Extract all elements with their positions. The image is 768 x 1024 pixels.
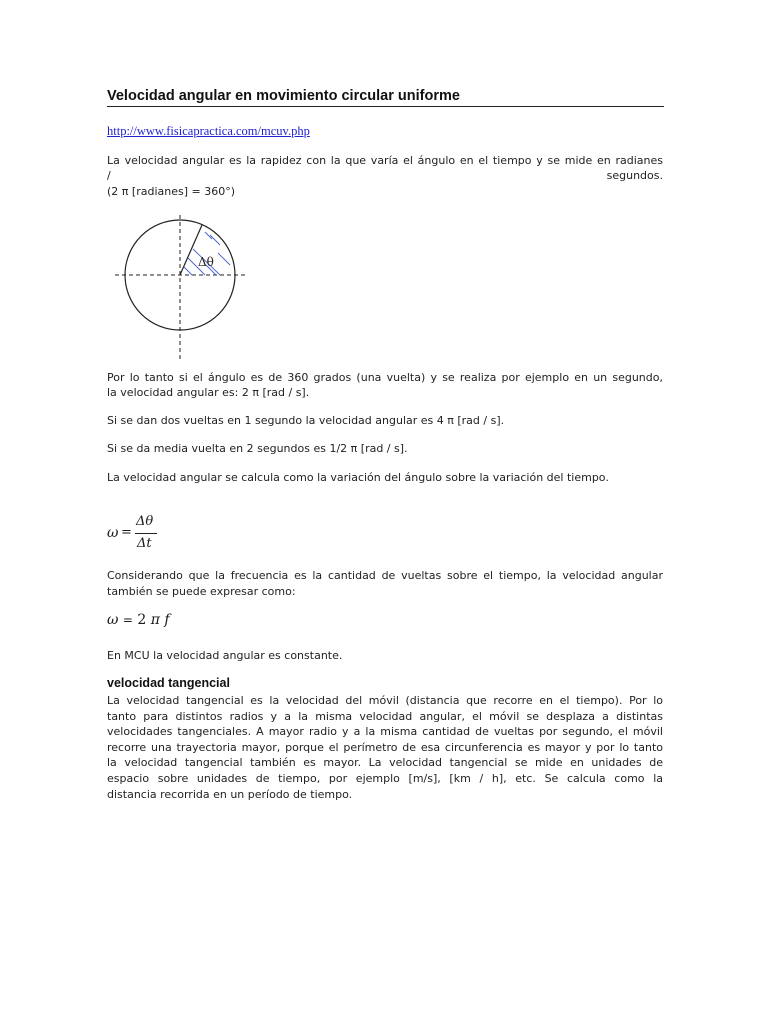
angular-velocity-formula xyxy=(107,511,167,556)
source-link[interactable]: http://www.fisicapractica.com/mcuv.php xyxy=(107,124,310,138)
p1-line-2: la velocidad angular es: 2 π [rad / s]. xyxy=(107,386,310,399)
formula-numerator: Δθ xyxy=(136,514,154,529)
tangential-line-2: tanto para distintos radios y a la misma velocidad angular, el móvil se desplaza a distintas xyxy=(107,709,663,723)
tangential-line-6: espacio sobre unidades de tiempo, por ejemplo [m/s], [km / h], etc. Se calcula como la xyxy=(107,771,663,785)
equals-sign: = xyxy=(121,525,132,540)
title-underline-divider xyxy=(107,106,664,107)
p1-line-1: Por lo tanto si el ángulo es de 360 grados (una vuelta) y se realiza por ejemplo en un segundo, xyxy=(107,371,663,384)
omega-symbol: ω xyxy=(107,525,119,541)
pi-symbol: π xyxy=(150,612,160,628)
intro-line-3: (2 π [radianes] = 360°) xyxy=(107,185,235,198)
intro-line-2-right: segundos. xyxy=(606,169,663,182)
tangential-line-3: velocidades tangenciales. A mayor radio y a la misma cantidad de vueltas por segundo, el móvil xyxy=(107,725,663,739)
p5-line-1: Considerando que la frecuencia es la cantidad de vueltas sobre el tiempo, la velocidad angular xyxy=(107,569,663,582)
tangential-line-7: distancia recorrida en un período de tiempo. xyxy=(107,787,353,801)
p3-text: Si se da media vuelta en 2 segundos es 1/2 π [rad / s]. xyxy=(107,442,408,455)
p6-text: En MCU la velocidad angular es constante. xyxy=(107,649,343,662)
intro-line-2-left: / xyxy=(107,169,111,182)
delta-theta-label: Δθ xyxy=(198,255,214,269)
omega-symbol-2: ω xyxy=(107,612,119,628)
angular-displacement-diagram xyxy=(110,212,250,362)
frequency-formula xyxy=(107,612,170,632)
section-heading-tangential: velocidad tangencial xyxy=(107,676,230,690)
tangential-line-1: La velocidad tangencial es la velocidad del móvil (distancia que recorre en el tiempo). Por lo xyxy=(107,694,663,707)
frequency-symbol: f xyxy=(164,612,170,628)
p5-line-2: también se puede expresar como: xyxy=(107,585,296,598)
formula-denominator: Δt xyxy=(137,536,152,551)
tangential-paragraph xyxy=(107,693,663,802)
tangential-line-4: recorre una trayectoria mayor, porque el perímetro de esa circunferencia es mayor y por lo tanto xyxy=(107,740,663,754)
page-title: Velocidad angular en movimiento circular uniforme xyxy=(107,88,460,104)
p4-text: La velocidad angular se calcula como la variación del ángulo sobre la variación del tiempo. xyxy=(107,471,609,484)
equals-sign-2: = xyxy=(122,613,133,627)
tangential-line-5: la velocidad tangencial también es mayor. La velocidad tangencial se mide en unidades de xyxy=(107,756,663,770)
intro-line-1: La velocidad angular es la rapidez con la que varía el ángulo en el tiempo y se mide en radianes xyxy=(107,154,663,167)
p2-text: Si se dan dos vueltas en 1 segundo la velocidad angular es 4 π [rad / s]. xyxy=(107,414,505,427)
fraction-bar xyxy=(135,533,157,534)
two-factor: 2 xyxy=(137,612,147,628)
